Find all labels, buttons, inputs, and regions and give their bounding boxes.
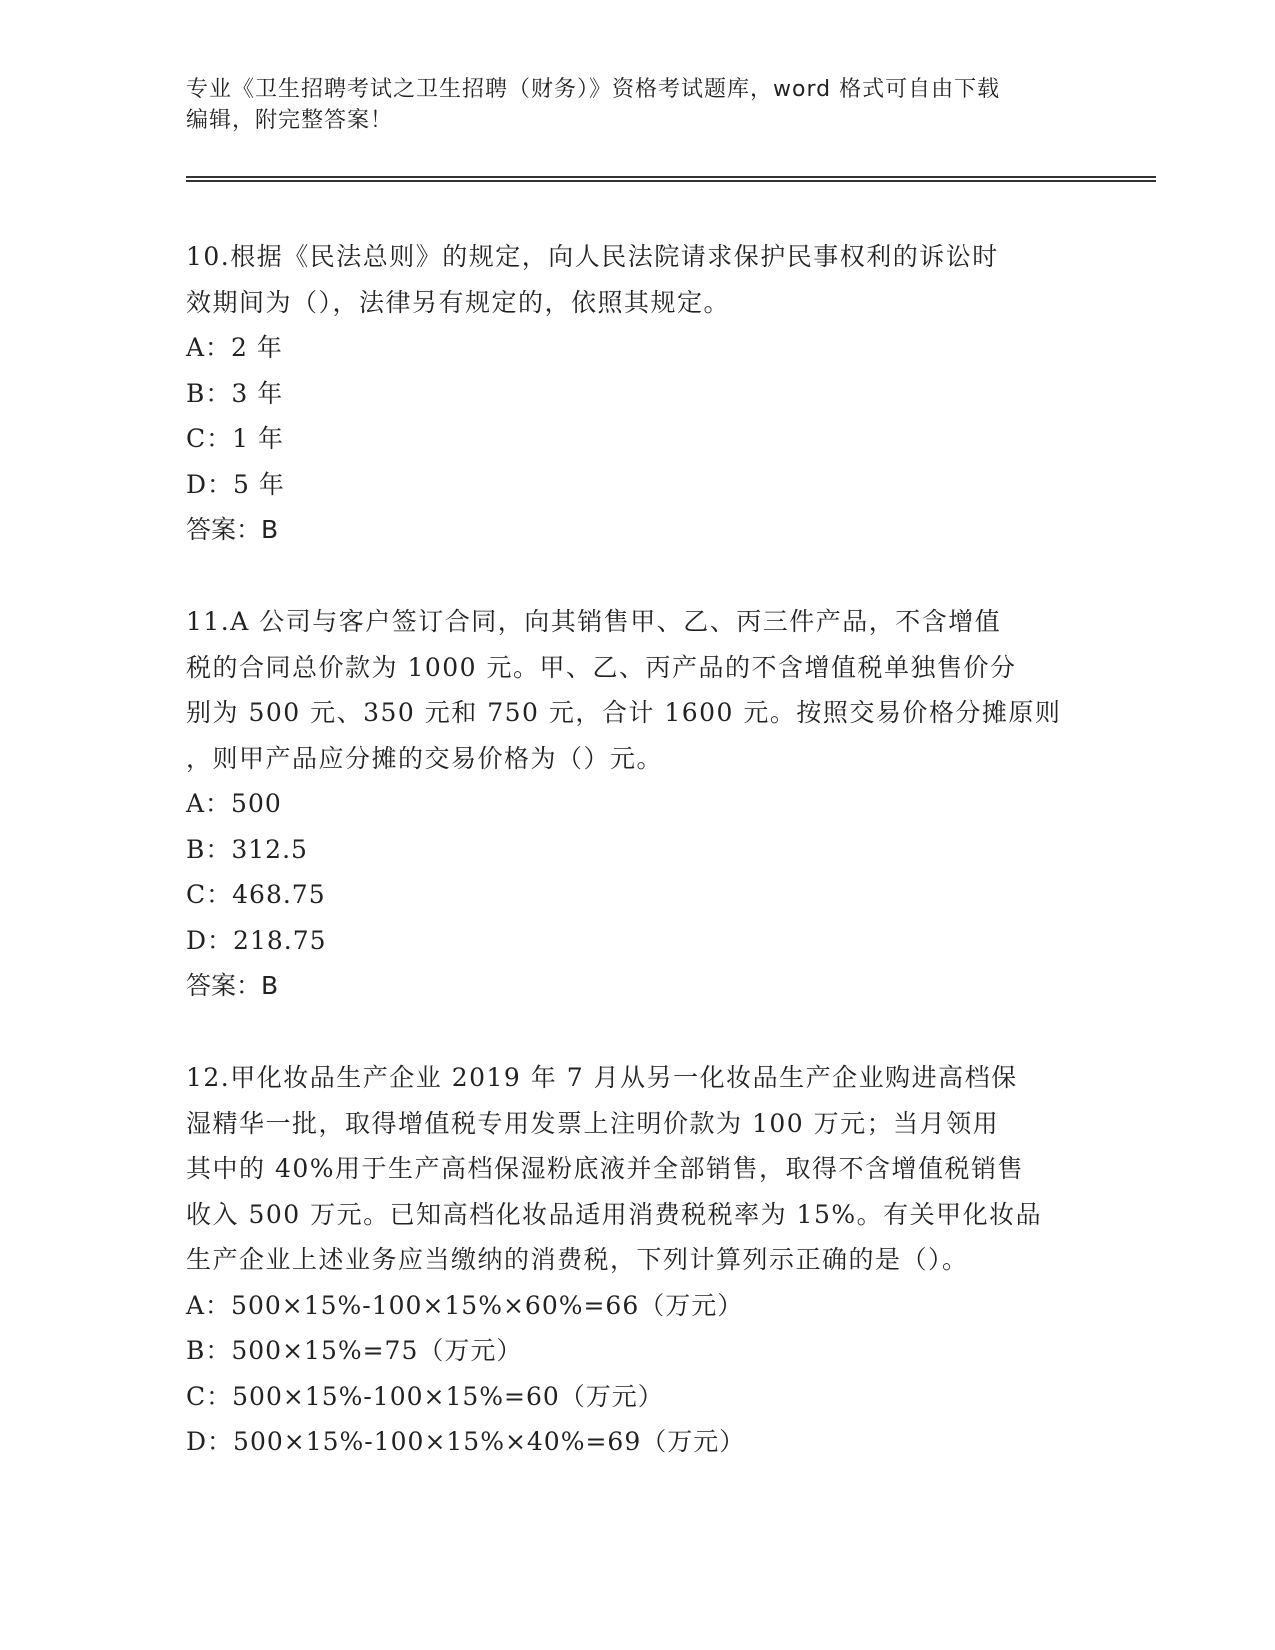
option-d: D：5 年	[186, 469, 285, 499]
question-text-line: 11.A 公司与客户签订合同，向其销售甲、乙、丙三件产品，不含增值	[186, 607, 1002, 636]
question-text-line: ，则甲产品应分摊的交易价格为（）元。	[186, 743, 664, 773]
question-text-line: 收入 500 万元。已知高档化妆品适用消费税税率为 15%。有关甲化妆品	[186, 1199, 1043, 1229]
option-a: A：500×15%-100×15%×60%=66（万元）	[186, 1290, 744, 1320]
option-a: A：2 年	[186, 333, 283, 362]
question-11	[186, 599, 1086, 1009]
answer-label: 答案：B	[186, 971, 279, 1000]
question-text-line: 12.甲化妆品生产企业 2019 年 7 月从另一化妆品生产企业购进高档保	[186, 1063, 1018, 1092]
option-b: B：312.5	[186, 834, 308, 864]
option-d: D：500×15%-100×15%×40%=69（万元）	[186, 1427, 746, 1456]
question-text-line: 其中的 40%用于生产高档保湿粉底液并全部销售，取得不含增值税销售	[186, 1154, 1025, 1183]
option-c: C：468.75	[186, 880, 326, 909]
question-12	[186, 1055, 1086, 1465]
question-text-line: 税的合同总价款为 1000 元。甲、乙、丙产品的不含增值税单独售价分	[186, 652, 1017, 682]
question-text-line: 生产企业上述业务应当缴纳的消费税，下列计算列示正确的是（）。	[186, 1245, 969, 1274]
answer-label: 答案：B	[186, 515, 279, 544]
header-line-2: 编辑，附完整答案！	[186, 108, 394, 133]
question-text-line: 10.根据《民法总则》的规定，向人民法院请求保护民事权利的诉讼时	[186, 242, 999, 271]
document-header	[186, 74, 1086, 136]
header-double-rule	[186, 176, 1156, 182]
option-c: C：500×15%-100×15%=60（万元）	[186, 1381, 664, 1411]
option-c: C：1 年	[186, 424, 284, 453]
question-text-line: 湿精华一批，取得增值税专用发票上注明价款为 100 万元；当月领用	[186, 1108, 1000, 1138]
header-line-1: 专业《卫生招聘考试之卫生招聘（财务）》资格考试题库，word 格式可自由下载	[186, 77, 1001, 102]
option-b: B：3 年	[186, 378, 284, 408]
question-10	[186, 234, 1086, 553]
option-b: B：500×15%=75（万元）	[186, 1336, 523, 1365]
question-text-line: 别为 500 元、350 元和 750 元，合计 1600 元。按照交易价格分摊原则	[186, 698, 1062, 727]
option-d: D：218.75	[186, 925, 327, 955]
question-text-line: 效期间为（），法律另有规定的，依照其规定。	[186, 287, 731, 317]
option-a: A：500	[186, 789, 282, 818]
